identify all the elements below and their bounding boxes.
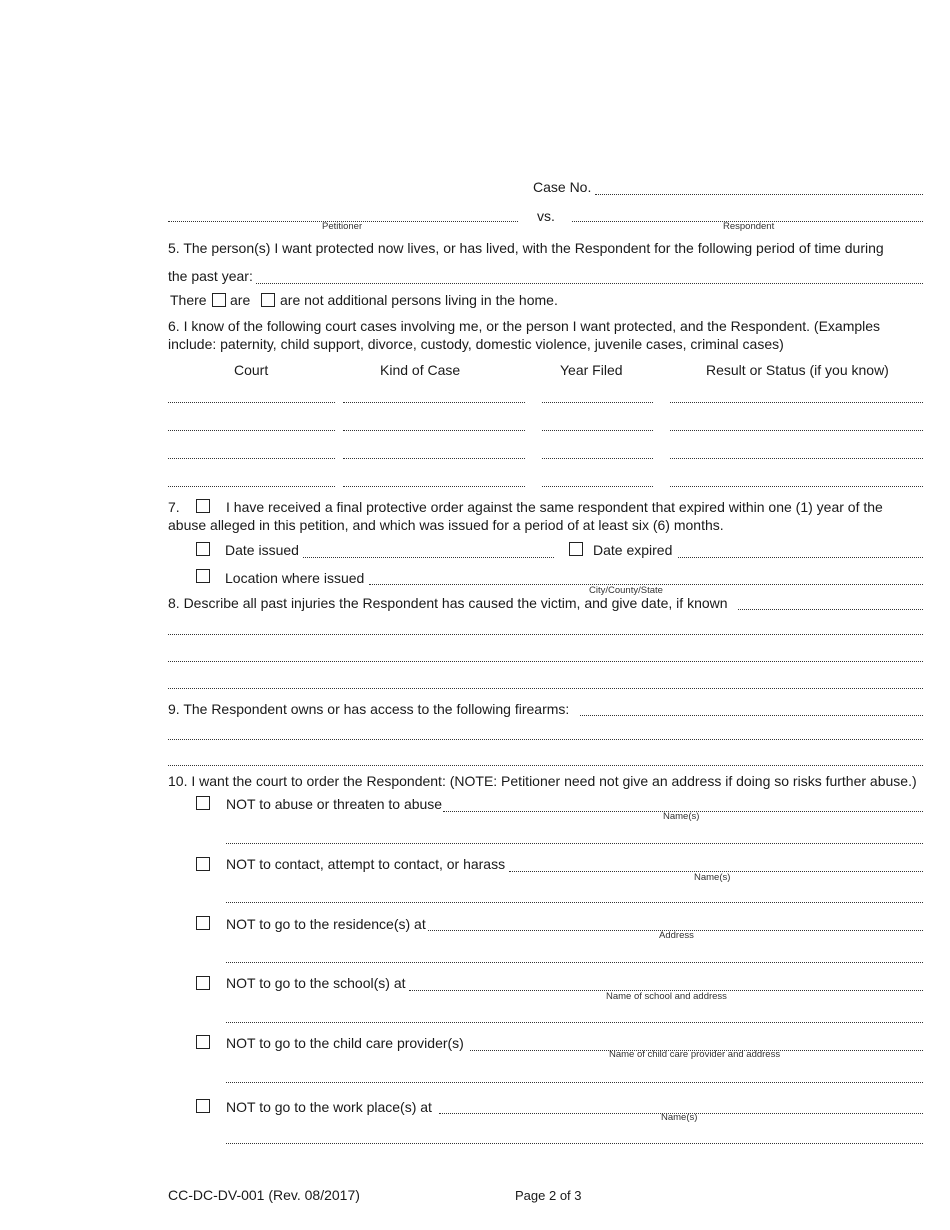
footer-form-id: CC-DC-DV-001 (Rev. 08/2017) xyxy=(168,1187,360,1203)
s6-col-court: Court xyxy=(234,362,269,378)
s7-date-issued-label: Date issued xyxy=(225,542,299,558)
s6-r1-year[interactable] xyxy=(542,402,653,403)
s6-r4-result[interactable] xyxy=(670,486,923,487)
s7-line2: abuse alleged in this petition, and which was issued for a period of at least six (6) months. xyxy=(168,517,724,533)
s10-residence-checkbox[interactable] xyxy=(196,916,210,930)
s7-location-checkbox[interactable] xyxy=(196,569,210,583)
s10-contact-label: NOT to contact, attempt to contact, or harass xyxy=(226,856,506,872)
s10-abuse-checkbox[interactable] xyxy=(196,796,210,810)
s10-workplace-field-2[interactable] xyxy=(226,1143,923,1144)
case-no-field[interactable] xyxy=(595,194,923,195)
s10-childcare-checkbox[interactable] xyxy=(196,1035,210,1049)
s5-are-checkbox[interactable] xyxy=(212,293,226,307)
s6-r1-court[interactable] xyxy=(168,402,335,403)
s9-text: 9. The Respondent owns or has access to the following firearms: xyxy=(168,701,570,717)
s6-line2: include: paternity, child support, divorce, custody, domestic violence, juvenile cases, criminal cases) xyxy=(168,336,784,352)
s6-r1-kind[interactable] xyxy=(343,402,525,403)
s7-date-expired-label: Date expired xyxy=(593,542,673,558)
s8-text: 8. Describe all past injuries the Respondent has caused the victim, and give date, if known xyxy=(168,595,728,611)
s10-contact-checkbox[interactable] xyxy=(196,857,210,871)
s9-field-2[interactable] xyxy=(168,739,923,740)
s7-line1: I have received a final protective order against the same respondent that expired within one (1) year of the xyxy=(226,499,883,515)
s8-field-2[interactable] xyxy=(168,634,923,635)
s5-are-not-checkbox[interactable] xyxy=(261,293,275,307)
s10-school-label: NOT to go to the school(s) at xyxy=(226,975,406,991)
s7-number: 7. xyxy=(168,499,180,515)
s7-location-label: Location where issued xyxy=(225,570,365,586)
s8-field-4[interactable] xyxy=(168,688,923,689)
s10-abuse-caption: Name(s) xyxy=(663,811,700,822)
s5-are-not-label: are not additional persons living in the home. xyxy=(280,292,558,308)
s6-r3-kind[interactable] xyxy=(343,458,525,459)
s7-date-issued-field[interactable] xyxy=(303,557,554,558)
s6-r4-kind[interactable] xyxy=(343,486,525,487)
s6-col-kind: Kind of Case xyxy=(380,362,461,378)
s10-residence-label: NOT to go to the residence(s) at xyxy=(226,916,426,932)
s10-residence-caption: Address xyxy=(659,930,694,941)
s9-field-3[interactable] xyxy=(168,765,923,766)
s10-childcare-caption: Name of child care provider and address xyxy=(609,1049,781,1060)
s10-childcare-field-2[interactable] xyxy=(226,1082,923,1083)
s6-r2-kind[interactable] xyxy=(343,430,525,431)
s10-school-checkbox[interactable] xyxy=(196,976,210,990)
s6-col-result: Result or Status (if you know) xyxy=(706,362,889,378)
s8-field-3[interactable] xyxy=(168,661,923,662)
respondent-caption: Respondent xyxy=(723,221,775,232)
s6-r2-court[interactable] xyxy=(168,430,335,431)
footer-page-number: Page 2 of 3 xyxy=(515,1188,582,1203)
s10-residence-field-2[interactable] xyxy=(226,962,923,963)
s10-workplace-caption: Name(s) xyxy=(661,1112,698,1123)
s6-r4-year[interactable] xyxy=(542,486,653,487)
s6-r2-result[interactable] xyxy=(670,430,923,431)
s5-line2: the past year: xyxy=(168,268,253,284)
s9-field-1[interactable] xyxy=(580,715,923,716)
s10-workplace-checkbox[interactable] xyxy=(196,1099,210,1113)
s10-school-caption: Name of school and address xyxy=(606,991,727,1002)
s7-checkbox[interactable] xyxy=(196,499,210,513)
s6-r3-result[interactable] xyxy=(670,458,923,459)
s10-contact-caption: Name(s) xyxy=(694,872,731,883)
s6-r2-year[interactable] xyxy=(542,430,653,431)
s6-r4-court[interactable] xyxy=(168,486,335,487)
s10-abuse-field-2[interactable] xyxy=(226,843,923,844)
s10-text: 10. I want the court to order the Respondent: (NOTE: Petitioner need not give an address if doing so risks further abuse.) xyxy=(168,773,917,789)
s5-period-field[interactable] xyxy=(256,283,923,284)
s10-childcare-label: NOT to go to the child care provider(s) xyxy=(226,1035,464,1051)
vs-label: vs. xyxy=(537,208,555,224)
s5-are-label: are xyxy=(230,292,251,308)
s10-contact-field-2[interactable] xyxy=(226,902,923,903)
s5-line1: 5. The person(s) I want protected now lives, or has lived, with the Respondent for the following period of time during xyxy=(168,240,884,256)
s5-there-label: There xyxy=(170,292,207,308)
s6-col-year: Year Filed xyxy=(560,362,623,378)
s7-date-expired-field[interactable] xyxy=(678,557,923,558)
s7-date-expired-checkbox[interactable] xyxy=(569,542,583,556)
s10-school-field-2[interactable] xyxy=(226,1022,923,1023)
s10-abuse-label: NOT to abuse or threaten to abuse xyxy=(226,796,443,812)
s7-date-issued-checkbox[interactable] xyxy=(196,542,210,556)
s6-r1-result[interactable] xyxy=(670,402,923,403)
s6-line1: 6. I know of the following court cases involving me, or the person I want protected, and the Respondent. (Examples xyxy=(168,318,881,334)
s6-r3-year[interactable] xyxy=(542,458,653,459)
petitioner-caption: Petitioner xyxy=(322,221,363,232)
s7-location-caption: City/County/State xyxy=(589,585,663,596)
case-no-label: Case No. xyxy=(533,179,592,195)
s10-workplace-label: NOT to go to the work place(s) at xyxy=(226,1099,432,1115)
s8-field-1[interactable] xyxy=(738,609,923,610)
s6-r3-court[interactable] xyxy=(168,458,335,459)
